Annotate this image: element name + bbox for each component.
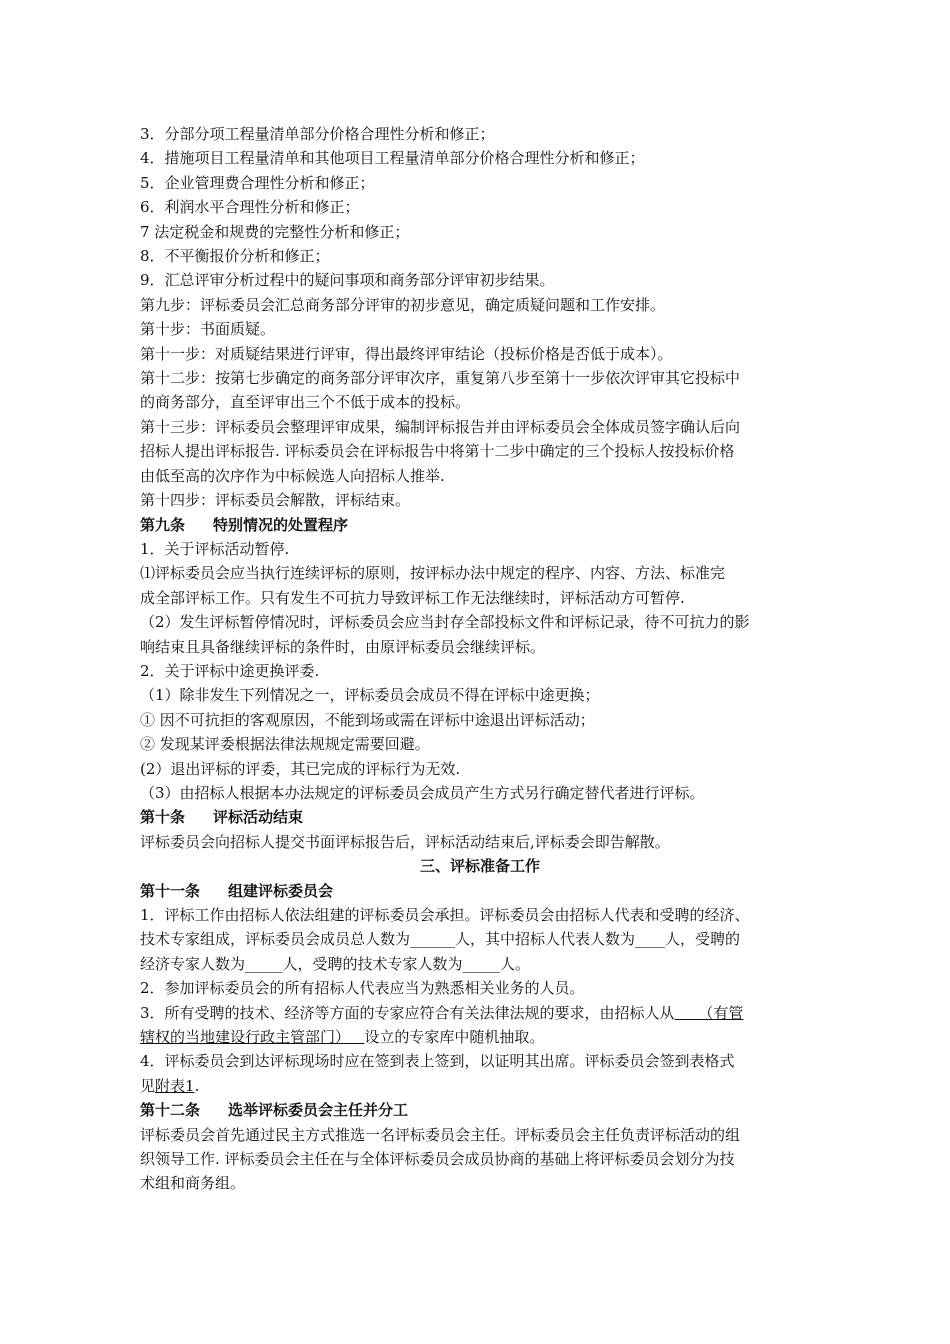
article-title: 组建评标委员会 (228, 881, 334, 900)
article-title: 选举评标委员会主任并分工 (228, 1101, 409, 1120)
article-number: 第十条 (140, 808, 186, 827)
text-line: 8．不平衡报价分析和修正； (140, 247, 330, 266)
text-line: 6．利润水平合理性分析和修正； (140, 198, 360, 217)
text-line: 招标人提出评标报告. 评标委员会在评标报告中将第十二步中确定的三个投标人按投标价格 (140, 442, 735, 461)
text-line: 术组和商务组。 (140, 1174, 246, 1193)
text-line: 的商务部分，直至评审出三个不低于成本的投标。 (140, 393, 471, 412)
text-line: 第十四步：评标委员会解散，评标结束。 (140, 491, 411, 510)
text-line: 第十二步：按第七步确定的商务部分评审次序，重复第八步至第十一步依次评审其它投标中 (140, 369, 741, 388)
text-line: （1）除非发生下列情况之一，评标委员会成员不得在评标中途更换； (140, 686, 600, 705)
text-line: 第十步：书面质疑。 (140, 320, 276, 339)
section-heading: 三、评标准备工作 (419, 857, 540, 876)
article-10-heading (140, 805, 820, 829)
article-9-heading (140, 513, 820, 537)
text-line: 由低至高的次序作为中标候选人向招标人推举. (140, 466, 445, 485)
text-line: ① 因不可抗拒的客观原因，不能到场或需在评标中途退出评标活动； (140, 710, 595, 729)
text-line: 响结束且具备继续评标的条件时，由原评标委员会继续评标。 (140, 637, 546, 656)
underlined-text (140, 1028, 364, 1046)
text-line: 经济专家人数为_____人，受聘的技术专家人数为_____人。 (140, 954, 531, 973)
text-span: 3．所有受聘的技术、经济等方面的专家应符合有关法律法规的要求，由招标人从 (140, 1003, 675, 1022)
article-number: 第九条 (140, 515, 186, 534)
text-line: （3）由招标人根据本办法规定的评标委员会成员产生方式另行确定替代者进行评标。 (140, 783, 705, 802)
text-line: （2）发生评标暂停情况时，评标委员会应当封存全部投标文件和评标记录，待不可抗力的影 (140, 613, 750, 632)
text-line: 2．参加评标委员会的所有招标人代表应当为熟悉相关业务的人员。 (140, 979, 585, 998)
text-line: 评标委员会向招标人提交书面评标报告后，评标活动结束后,评标委会即告解散。 (140, 832, 670, 851)
article-number: 第十一条 (140, 881, 201, 900)
article-title: 评标活动结束 (213, 808, 304, 827)
text-line: 第十三步：评标委员会整理评审成果，编制评标报告并由评标委员会全体成员签字确认后向 (140, 417, 741, 436)
text-line: (2）退出评标的评委，其已完成的评标行为无效. (140, 759, 461, 778)
text-line: 1．评标工作由招标人依法组建的评标委员会承担。评标委员会由招标人代表和受聘的经济、 (140, 906, 750, 924)
article-title: 特别情况的处置程序 (213, 515, 349, 534)
article-11-heading (140, 879, 820, 903)
text-line: 技术专家组成，评标委员会成员总人数为______人，其中招标人代表人数为____人，受聘的 (140, 930, 741, 949)
text-line: 1．关于评标活动暂停. (140, 539, 290, 558)
text-line (140, 1025, 820, 1049)
text-line: 4．评标委员会到达评标现场时应在签到表上签到，以证明其出席。评标委员会签到表格式 (140, 1052, 735, 1071)
text-line: 3．分部分项工程量清单部分价格合理性分析和修正； (140, 125, 495, 143)
text-span: 见 (140, 1076, 156, 1095)
article-12-heading (140, 1098, 820, 1122)
text-line (140, 1074, 820, 1098)
underlined-text: （有管 (698, 1003, 744, 1022)
text-span: . (194, 1076, 200, 1095)
text-line (140, 1001, 820, 1025)
underlined-text-content: 辖权的当地建设行政主管部门） (140, 1028, 351, 1047)
text-line: 7 法定税金和规费的完整性分析和修正； (140, 222, 410, 241)
text-line: ⑴评标委员会应当执行连续评标的原则，按评标办法中规定的程序、内容、方法、标准完 (140, 564, 726, 583)
text-line: 9．汇总评审分析过程中的疑问事项和商务部分评审初步结果。 (140, 271, 555, 290)
article-number: 第十二条 (140, 1101, 201, 1120)
text-line: 织领导工作. 评标委员会主任在与全体评标委员会成员协商的基础上将评标委员会划分为技 (140, 1150, 735, 1169)
text-line: 第九步：评标委员会汇总商务部分评审的初步意见，确定质疑问题和工作安排。 (140, 295, 666, 314)
appendix-link[interactable]: 附表1 (155, 1076, 195, 1095)
text-line: 5．企业管理费合理性分析和修正； (140, 173, 375, 192)
text-line: 第十一步：对质疑结果进行评审，得出最终评审结论（投标价格是否低于成本）。 (140, 344, 673, 363)
text-line: ② 发现某评委根据法律法规规定需要回避。 (140, 735, 430, 754)
text-line: 评标委员会首先通过民主方式推选一名评标委员会主任。评标委员会主任负责评标活动的组 (140, 1125, 741, 1144)
text-line: 成全部评标工作。只有发生不可抗力导致评标工作无法继续时，评标活动方可暂停. (140, 588, 685, 607)
underlined-fill (675, 1004, 744, 1022)
document-page (140, 122, 820, 1196)
text-line: 4．措施项目工程量清单和其他项目工程量清单部分价格合理性分析和修正； (140, 149, 645, 168)
text-span: 设立的专家库中随机抽取。 (364, 1028, 545, 1047)
text-line: 2．关于评标中途更换评委. (140, 661, 320, 680)
